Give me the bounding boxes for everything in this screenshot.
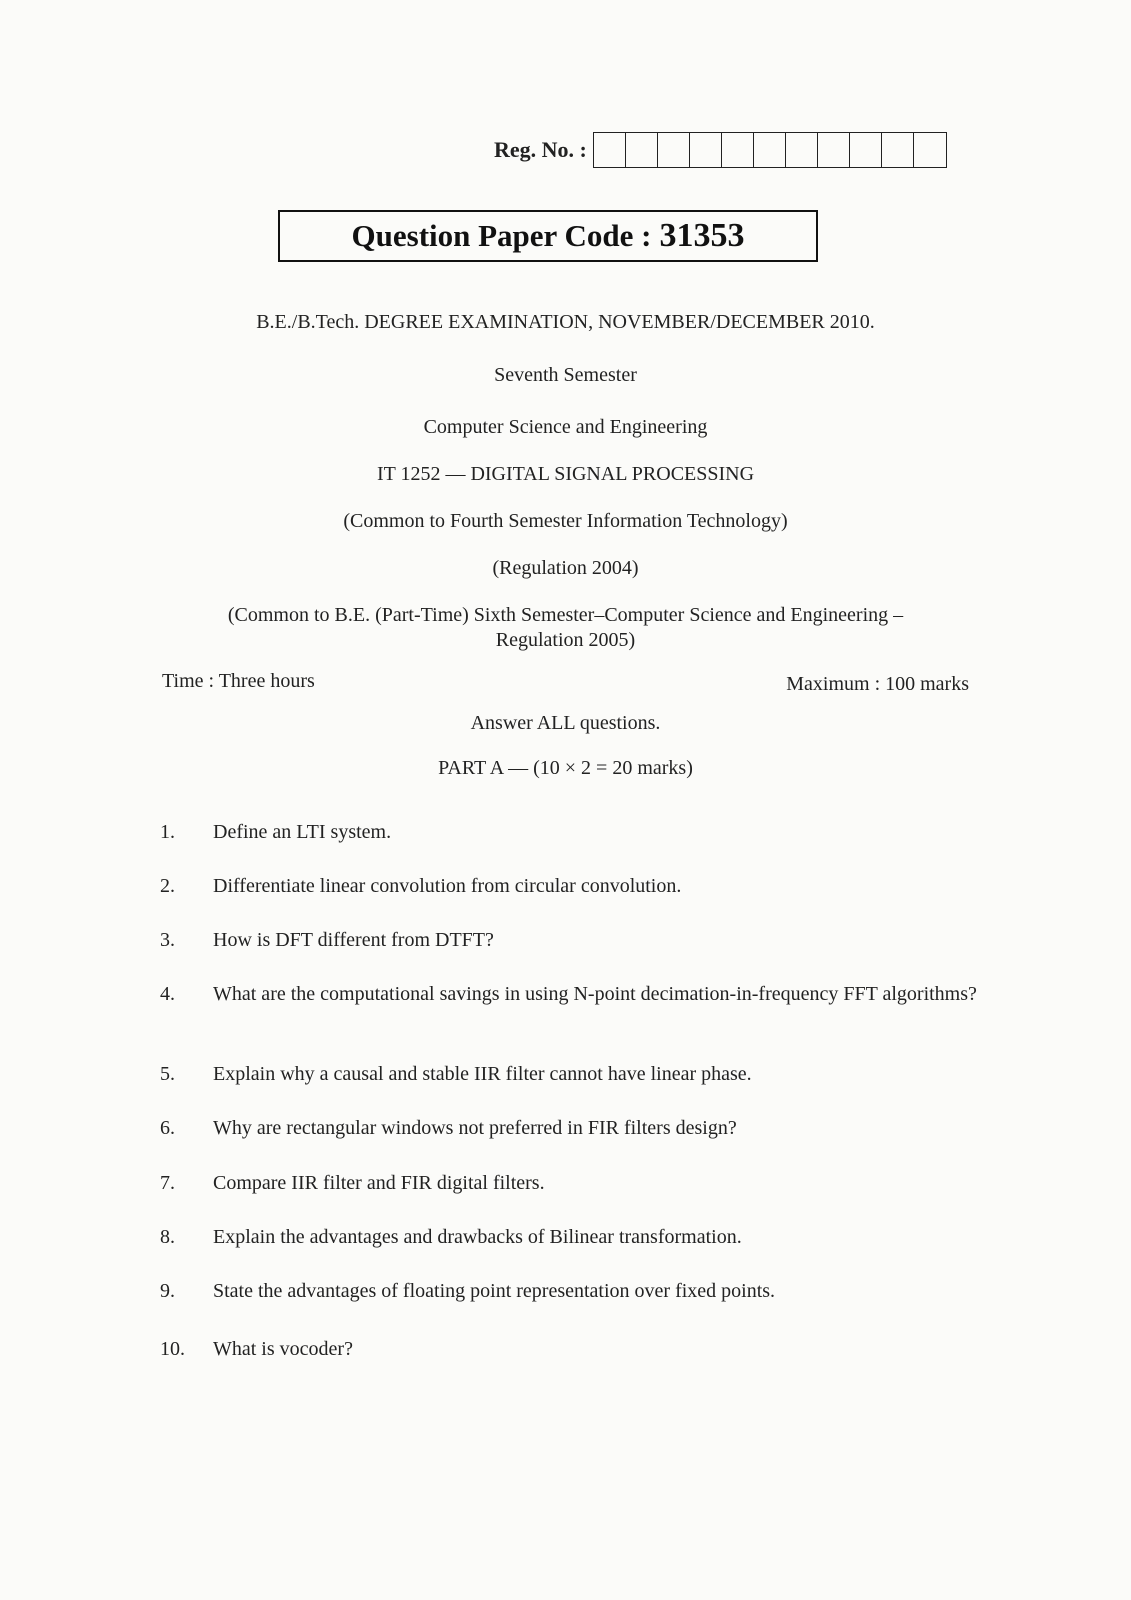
question-item xyxy=(160,874,980,898)
question-item xyxy=(160,1171,980,1195)
question-item xyxy=(160,1279,980,1303)
common-note-2-line1: (Common to B.E. (Part-Time) Sixth Semester–Computer Science and Engineering – xyxy=(227,604,904,626)
reg-number-box xyxy=(626,133,658,167)
question-number: 8. xyxy=(160,1226,175,1248)
question-paper-code-label: Question Paper Code : xyxy=(351,218,652,253)
question-text: Explain why a causal and stable IIR filter cannot have linear phase. xyxy=(213,1063,752,1085)
part-heading: PART A — (10 × 2 = 20 marks) xyxy=(438,757,693,779)
question-item xyxy=(160,820,980,844)
question-number: 9. xyxy=(160,1280,175,1302)
reg-number-box xyxy=(658,133,690,167)
question-text: Explain the advantages and drawbacks of Bilinear transformation. xyxy=(213,1226,742,1248)
question-text: State the advantages of floating point representation over fixed points. xyxy=(213,1280,776,1302)
reg-number-box xyxy=(786,133,818,167)
question-text: Differentiate linear convolution from circular convolution. xyxy=(213,875,682,897)
reg-number-label: Reg. No. : xyxy=(494,137,587,162)
question-text: Define an LTI system. xyxy=(213,821,392,843)
semester: Seventh Semester xyxy=(494,364,637,386)
question-number: 1. xyxy=(160,821,175,843)
common-note-2-line2: Regulation 2005) xyxy=(495,629,636,651)
reg-number-box xyxy=(850,133,882,167)
reg-number-box xyxy=(882,133,914,167)
reg-number-box xyxy=(914,133,946,167)
question-text: Compare IIR filter and FIR digital filters. xyxy=(213,1172,545,1194)
exam-title: B.E./B.Tech. DEGREE EXAMINATION, NOVEMBER/DECEMBER 2010. xyxy=(256,311,875,333)
question-paper-code-box xyxy=(278,210,818,262)
instruction: Answer ALL questions. xyxy=(470,712,661,734)
reg-number-box xyxy=(690,133,722,167)
reg-number-box xyxy=(754,133,786,167)
reg-number-boxes xyxy=(593,132,947,168)
question-item xyxy=(160,982,980,1006)
question-item xyxy=(160,1225,980,1249)
question-text: How is DFT different from DTFT? xyxy=(213,929,494,951)
reg-number-box xyxy=(722,133,754,167)
reg-number-box xyxy=(818,133,850,167)
subject: IT 1252 — DIGITAL SIGNAL PROCESSING xyxy=(376,463,755,485)
reg-number-row xyxy=(494,132,947,168)
question-paper-code: 31353 xyxy=(659,217,745,254)
time-allowed: Time : Three hours xyxy=(162,670,315,692)
reg-number-box xyxy=(594,133,626,167)
question-item xyxy=(160,1337,980,1361)
question-number: 5. xyxy=(160,1063,175,1085)
question-text: What is vocoder? xyxy=(213,1338,353,1360)
common-note-1: (Common to Fourth Semester Information Technology) xyxy=(343,510,788,532)
question-number: 2. xyxy=(160,875,175,897)
regulation: (Regulation 2004) xyxy=(492,557,639,579)
question-text: What are the computational savings in using N-point decimation-in-frequency FFT algorithms? xyxy=(213,983,977,1005)
question-number: 6. xyxy=(160,1117,175,1139)
question-text: Why are rectangular windows not preferred in FIR filters design? xyxy=(213,1117,737,1139)
question-number: 10. xyxy=(160,1338,185,1360)
question-number: 4. xyxy=(160,983,175,1005)
question-item xyxy=(160,1116,980,1140)
question-item xyxy=(160,1062,980,1086)
question-number: 3. xyxy=(160,929,175,951)
question-number: 7. xyxy=(160,1172,175,1194)
department: Computer Science and Engineering xyxy=(423,416,708,438)
maximum-marks: Maximum : 100 marks xyxy=(786,673,969,695)
question-item xyxy=(160,928,980,952)
